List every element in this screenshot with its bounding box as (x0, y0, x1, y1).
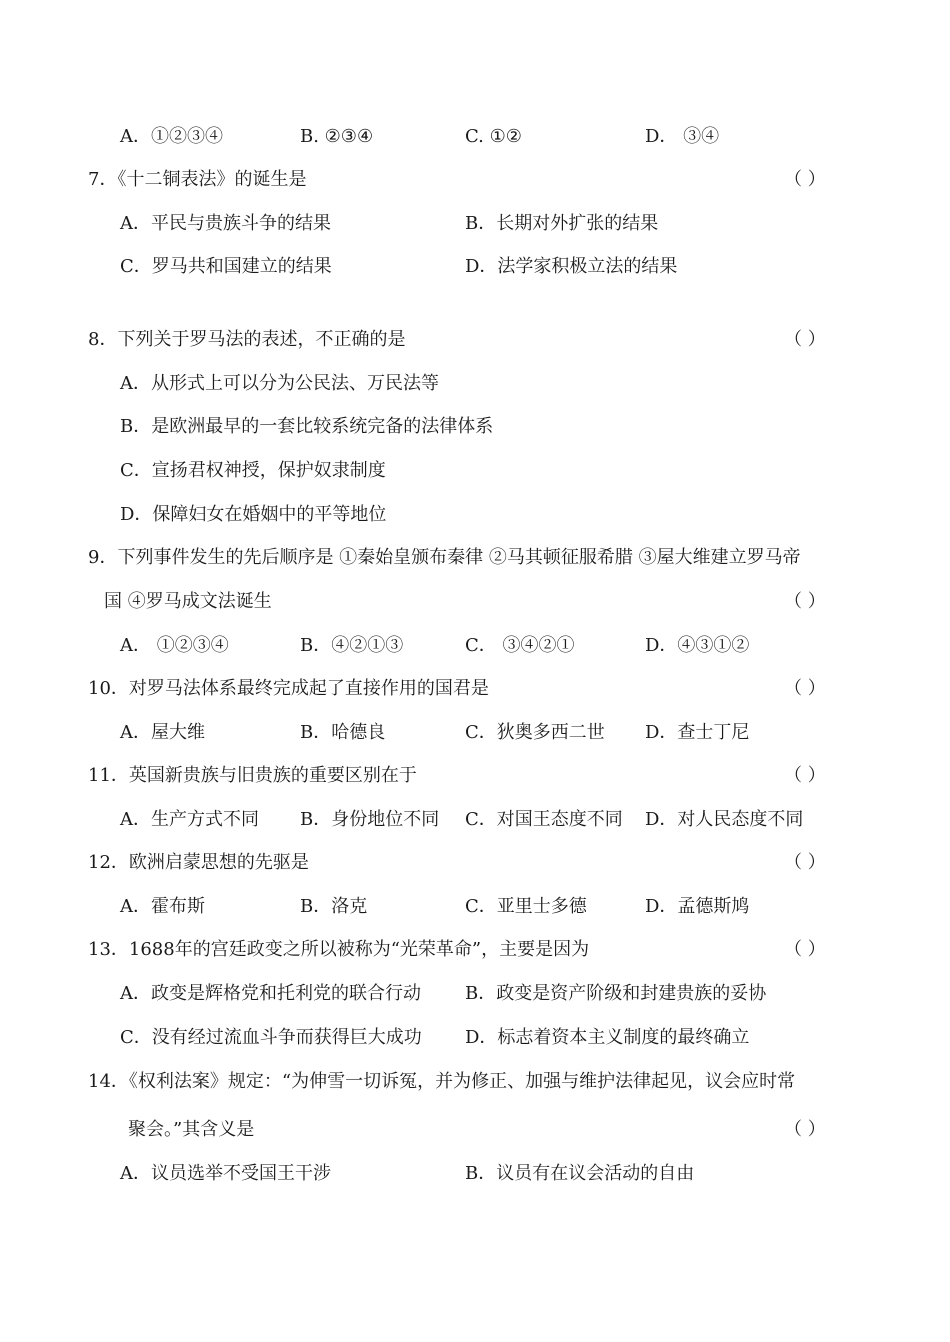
q7-stem: 7．《十二铜表法》的诞生是 (88, 169, 307, 190)
q12-option-a: A．霍布斯 (120, 896, 205, 917)
q12-stem: 12．欧洲启蒙思想的先驱是 (88, 852, 309, 873)
q7-option-c: C．罗马共和国建立的结果 (120, 256, 332, 277)
q7-answer-paren: （ ） (784, 169, 826, 190)
q14-option-b: B．议员有在议会活动的自由 (465, 1163, 695, 1184)
q9-option-a: A． ①②③④ (120, 635, 229, 656)
q11-stem: 11．英国新贵族与旧贵族的重要区别在于 (88, 765, 417, 786)
q11-option-d: D．对人民态度不同 (645, 809, 804, 830)
q10-option-d: D．查士丁尼 (645, 722, 750, 743)
q8-answer-paren: （ ） (784, 329, 826, 350)
q13-option-b: B．政变是资产阶级和封建贵族的妥协 (465, 983, 767, 1004)
q13-answer-paren: （ ） (784, 939, 826, 960)
q14-stem-line1: 14．《权利法案》规定：“为伸雪一切诉冤，并为修正、加强与维护法律起见，议会应时常 (88, 1071, 796, 1092)
q8-stem: 8．下列关于罗马法的表述，不正确的是 (88, 329, 406, 350)
q9-stem-line1: 9．下列事件发生的先后顺序是 ①秦始皇颁布秦律 ②马其顿征服希腊 ③屋大维建立罗马帝 (88, 547, 801, 568)
q12-answer-paren: （ ） (784, 852, 826, 873)
q6-option-d: D． ③④ (645, 126, 720, 147)
q8-option-b: B．是欧洲最早的一套比较系统完备的法律体系 (120, 416, 494, 437)
q9-answer-paren: （ ） (784, 591, 826, 612)
q9-option-d: D．④③①② (645, 635, 750, 656)
q7-option-d: D．法学家积极立法的结果 (465, 256, 678, 277)
q11-option-c: C．对国王态度不同 (465, 809, 623, 830)
q12-option-b: B．洛克 (300, 896, 368, 917)
q13-stem: 13．1688年的宫廷政变之所以被称为“光荣革命”，主要是因为 (88, 939, 590, 960)
q10-option-a: A．屋大维 (120, 722, 205, 743)
q11-option-a: A．生产方式不同 (120, 809, 259, 830)
q10-option-b: B．哈德良 (300, 722, 386, 743)
q9-stem-line2: 国 ④罗马成文法诞生 (104, 591, 272, 612)
q10-answer-paren: （ ） (784, 678, 826, 699)
q10-option-c: C．狄奥多西二世 (465, 722, 605, 743)
q8-option-d: D．保障妇女在婚姻中的平等地位 (120, 504, 387, 525)
q6-option-a: A．①②③④ (120, 126, 223, 147)
q13-option-a: A．政变是辉格党和托利党的联合行动 (120, 983, 421, 1004)
q7-option-b: B．长期对外扩张的结果 (465, 213, 659, 234)
q11-answer-paren: （ ） (784, 765, 826, 786)
q7-option-a: A．平民与贵族斗争的结果 (120, 213, 331, 234)
q11-option-b: B．身份地位不同 (300, 809, 440, 830)
q14-stem-line2: 聚会。”其含义是 (128, 1119, 255, 1140)
q9-option-b: B．④②①③ (300, 635, 404, 656)
q12-option-d: D．孟德斯鸠 (645, 896, 750, 917)
q9-option-c: C． ③④②① (465, 635, 575, 656)
q6-option-c: C. ①② (465, 126, 522, 147)
q8-option-a: A．从形式上可以分为公民法、万民法等 (120, 373, 439, 394)
q13-option-d: D．标志着资本主义制度的最终确立 (465, 1027, 750, 1048)
q14-option-a: A．议员选举不受国王干涉 (120, 1163, 331, 1184)
q10-stem: 10．对罗马法体系最终完成起了直接作用的国君是 (88, 678, 489, 699)
q13-option-c: C．没有经过流血斗争而获得巨大成功 (120, 1027, 422, 1048)
q8-option-c: C．宣扬君权神授，保护奴隶制度 (120, 460, 386, 481)
q14-answer-paren: （ ） (784, 1119, 826, 1140)
q6-option-b: B. ②③④ (300, 126, 374, 147)
q12-option-c: C．亚里士多德 (465, 896, 587, 917)
